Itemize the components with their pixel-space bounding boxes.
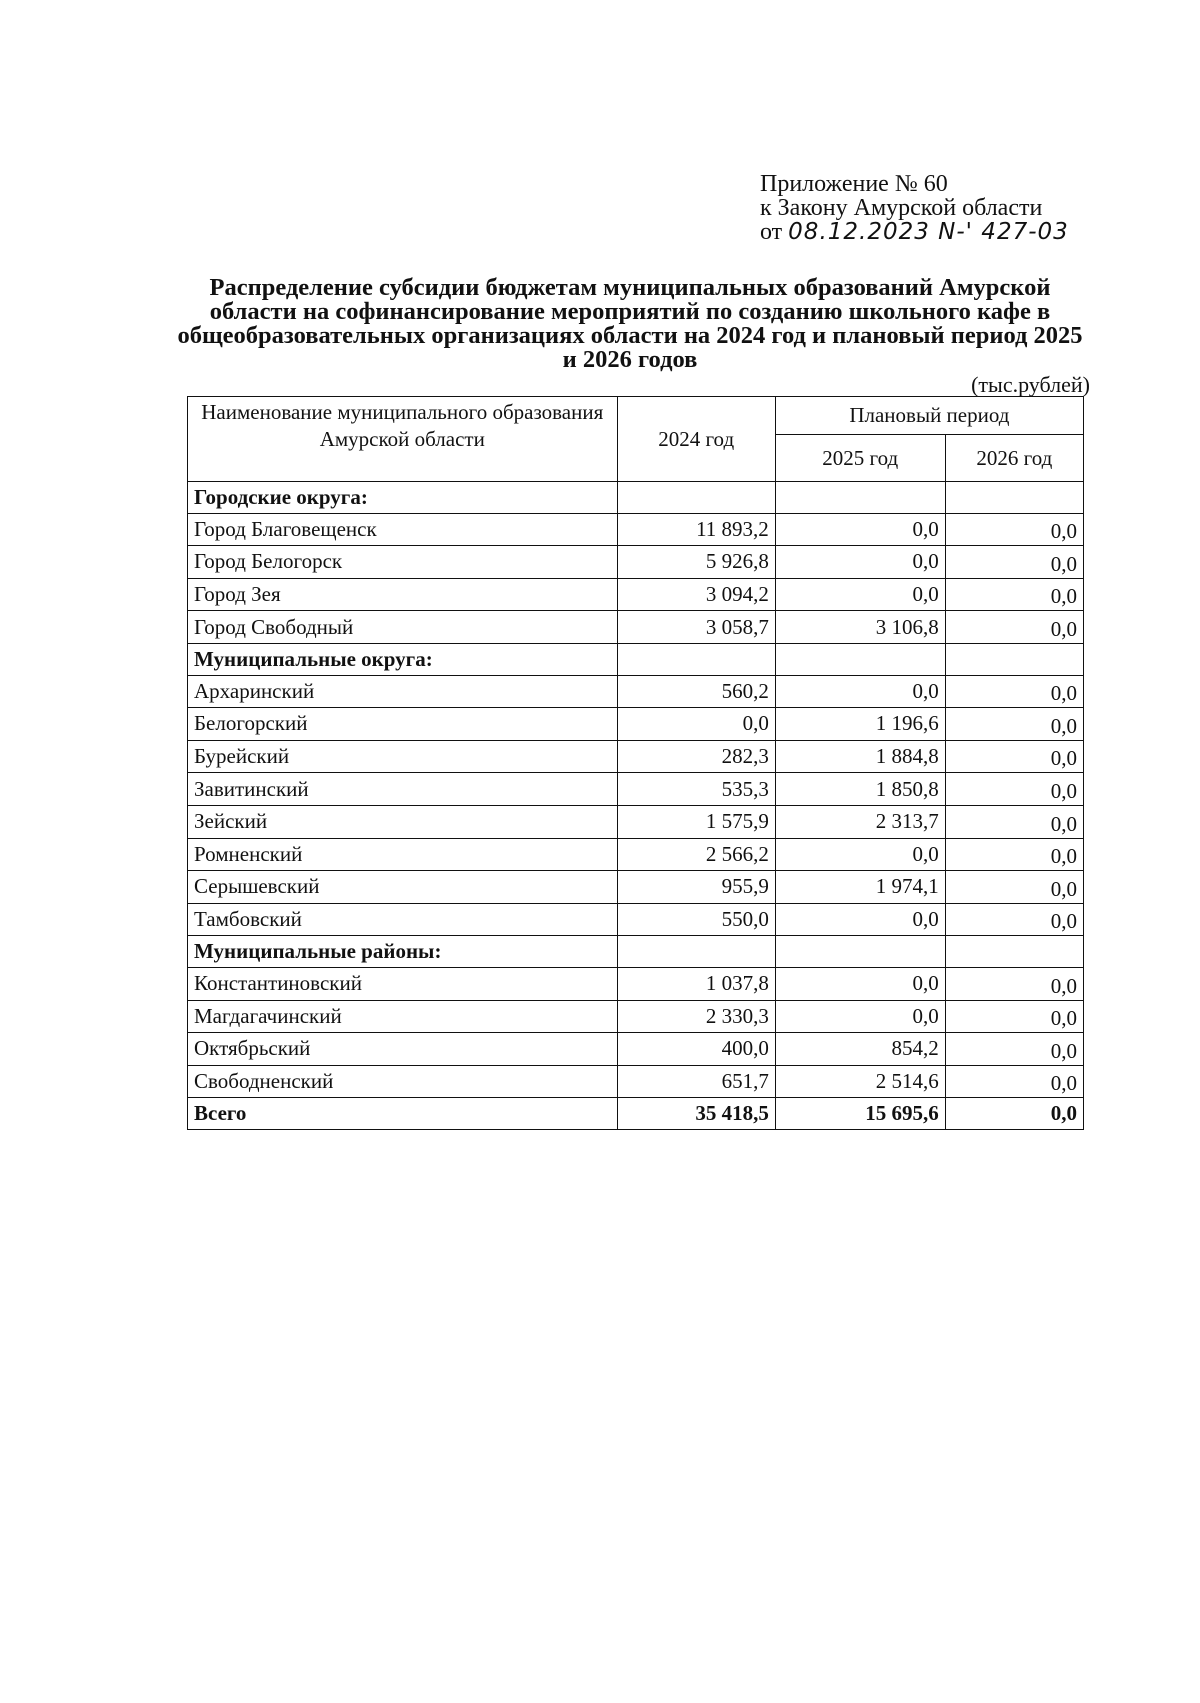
- section-row: [188, 643, 1084, 675]
- handwritten-date-number: 08.12.2023 N-' 427-03: [788, 219, 1069, 245]
- cell-2025: 0,0: [775, 838, 945, 871]
- cell-2024: 3 094,2: [617, 578, 775, 611]
- municipality-name: Город Благовещенск: [188, 513, 618, 546]
- cell-2024: 35 418,5: [617, 1098, 775, 1130]
- cell-2026: [945, 643, 1083, 675]
- cell-2026: 0,0: [945, 805, 1083, 838]
- municipality-name: Свободненский: [188, 1065, 618, 1098]
- cell-2025: 0,0: [775, 903, 945, 936]
- cell-2024: 0,0: [617, 708, 775, 741]
- cell-2024: 651,7: [617, 1065, 775, 1098]
- municipality-name: Октябрьский: [188, 1033, 618, 1066]
- municipality-name: Городские округа:: [188, 482, 618, 514]
- cell-2024: 955,9: [617, 871, 775, 904]
- cell-2024: [617, 482, 775, 514]
- table-row: [188, 805, 1084, 838]
- table-row: [188, 740, 1084, 773]
- municipality-name: Завитинский: [188, 773, 618, 806]
- cell-2025: 2 514,6: [775, 1065, 945, 1098]
- cell-2026: 0,0: [945, 1065, 1083, 1098]
- municipality-name: Всего: [188, 1098, 618, 1130]
- table-row: [188, 1000, 1084, 1033]
- appendix-law: к Закону Амурской области: [760, 195, 1043, 221]
- municipality-name: Город Белогорск: [188, 546, 618, 579]
- cell-2025: 15 695,6: [775, 1098, 945, 1130]
- cell-2024: 2 330,3: [617, 1000, 775, 1033]
- appendix-date-line: [760, 220, 1069, 244]
- cell-2026: 0,0: [945, 708, 1083, 741]
- cell-2026: 0,0: [945, 838, 1083, 871]
- cell-2026: [945, 936, 1083, 968]
- table-header: [188, 397, 1084, 482]
- table-row: [188, 708, 1084, 741]
- cell-2026: 0,0: [945, 611, 1083, 644]
- table-row: [188, 1065, 1084, 1098]
- cell-2025: 1 196,6: [775, 708, 945, 741]
- units-label: (тыс.рублей): [971, 372, 1090, 397]
- cell-2024: [617, 643, 775, 675]
- cell-2024: [617, 936, 775, 968]
- header-planned-period: Плановый период: [775, 397, 1083, 435]
- municipality-name: Ромненский: [188, 838, 618, 871]
- cell-2026: 0,0: [945, 675, 1083, 708]
- document-title: Распределение субсидии бюджетам муниципальных образований Амурской области на софинансирование мероприятий по созданию школьного кафе в общеобразовательных организациях области на 2024 год и плановый период 2025 и 2026 годов: [177, 274, 1083, 373]
- cell-2025: 2 313,7: [775, 805, 945, 838]
- municipality-name: Муниципальные округа:: [188, 643, 618, 675]
- municipality-name: Город Свободный: [188, 611, 618, 644]
- cell-2025: 854,2: [775, 1033, 945, 1066]
- cell-2025: 1 884,8: [775, 740, 945, 773]
- appendix-block: [760, 172, 1069, 244]
- header-2026: 2026 год: [945, 435, 1083, 482]
- cell-2024: 2 566,2: [617, 838, 775, 871]
- cell-2024: 400,0: [617, 1033, 775, 1066]
- appendix-number: Приложение № 60: [760, 171, 948, 197]
- cell-2024: 560,2: [617, 675, 775, 708]
- header-2025: 2025 год: [775, 435, 945, 482]
- cell-2025: 0,0: [775, 546, 945, 579]
- municipality-name: Тамбовский: [188, 903, 618, 936]
- cell-2025: 0,0: [775, 967, 945, 1000]
- cell-2026: 0,0: [945, 1033, 1083, 1066]
- cell-2025: [775, 482, 945, 514]
- municipality-name: Белогорский: [188, 708, 618, 741]
- table-row: [188, 546, 1084, 579]
- cell-2025: 0,0: [775, 578, 945, 611]
- municipality-name: Бурейский: [188, 740, 618, 773]
- municipality-name: Серышевский: [188, 871, 618, 904]
- cell-2024: 1 575,9: [617, 805, 775, 838]
- table-row: [188, 967, 1084, 1000]
- municipality-name: Константиновский: [188, 967, 618, 1000]
- cell-2026: 0,0: [945, 773, 1083, 806]
- table-row: [188, 578, 1084, 611]
- cell-2026: 0,0: [945, 967, 1083, 1000]
- municipality-name: Зейский: [188, 805, 618, 838]
- table-row: [188, 611, 1084, 644]
- cell-2025: 3 106,8: [775, 611, 945, 644]
- table-row: [188, 1033, 1084, 1066]
- cell-2024: 535,3: [617, 773, 775, 806]
- cell-2024: 11 893,2: [617, 513, 775, 546]
- municipality-name: Город Зея: [188, 578, 618, 611]
- cell-2025: 0,0: [775, 1000, 945, 1033]
- cell-2026: 0,0: [945, 578, 1083, 611]
- total-row: [188, 1098, 1084, 1130]
- table-body: [188, 482, 1084, 1130]
- header-2024: 2024 год: [617, 397, 775, 482]
- cell-2025: 0,0: [775, 675, 945, 708]
- cell-2024: 550,0: [617, 903, 775, 936]
- cell-2024: 3 058,7: [617, 611, 775, 644]
- table-row: [188, 675, 1084, 708]
- cell-2024: 5 926,8: [617, 546, 775, 579]
- cell-2026: 0,0: [945, 740, 1083, 773]
- cell-2025: [775, 643, 945, 675]
- table-row: [188, 871, 1084, 904]
- cell-2026: 0,0: [945, 1098, 1083, 1130]
- cell-2026: 0,0: [945, 1000, 1083, 1033]
- cell-2025: [775, 936, 945, 968]
- section-row: [188, 936, 1084, 968]
- cell-2026: 0,0: [945, 513, 1083, 546]
- cell-2026: 0,0: [945, 903, 1083, 936]
- cell-2025: 1 974,1: [775, 871, 945, 904]
- cell-2026: 0,0: [945, 546, 1083, 579]
- subsidy-table: [187, 396, 1084, 1130]
- municipality-name: Муниципальные районы:: [188, 936, 618, 968]
- section-row: [188, 482, 1084, 514]
- cell-2025: 1 850,8: [775, 773, 945, 806]
- header-municipality: Наименование муниципального образования Амурской области: [188, 397, 618, 482]
- cell-2024: 282,3: [617, 740, 775, 773]
- municipality-name: Магдагачинский: [188, 1000, 618, 1033]
- table-row: [188, 773, 1084, 806]
- cell-2026: 0,0: [945, 871, 1083, 904]
- cell-2024: 1 037,8: [617, 967, 775, 1000]
- table-row: [188, 903, 1084, 936]
- cell-2025: 0,0: [775, 513, 945, 546]
- appendix-date-prefix: от: [760, 219, 783, 245]
- table-row: [188, 838, 1084, 871]
- municipality-name: Архаринский: [188, 675, 618, 708]
- cell-2026: [945, 482, 1083, 514]
- table-row: [188, 513, 1084, 546]
